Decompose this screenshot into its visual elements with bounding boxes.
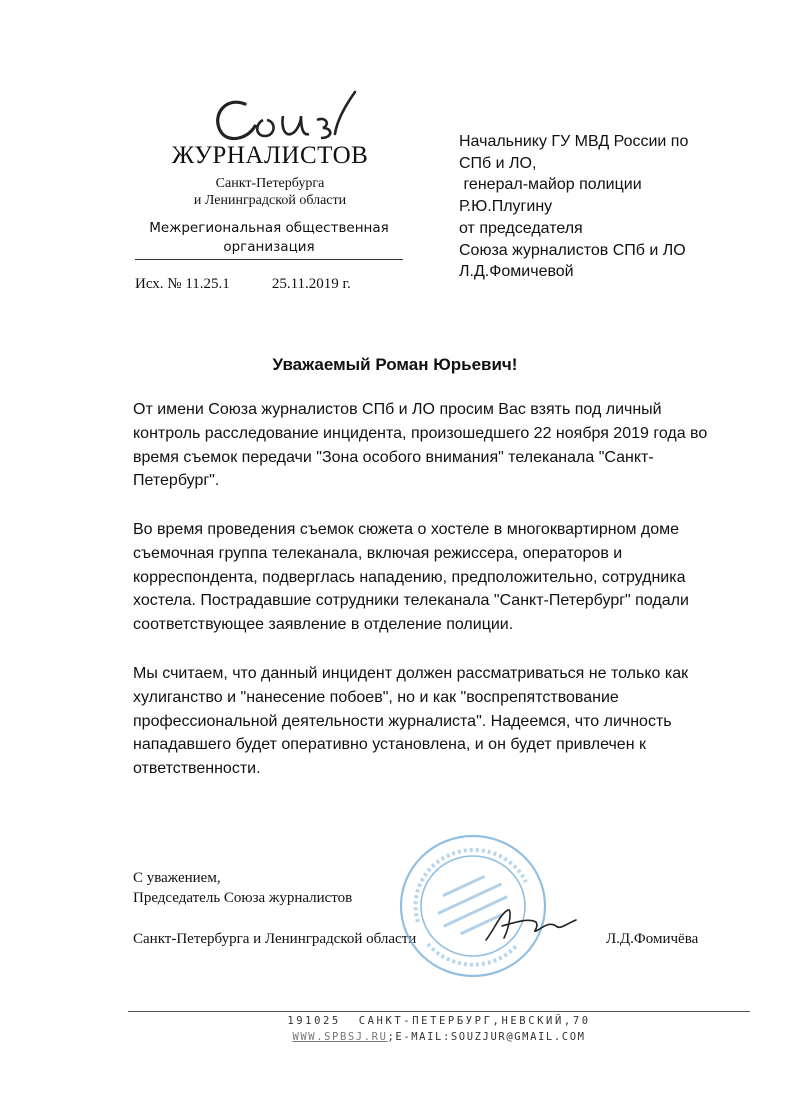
text-line: профессиональной деятельности журналиста". Надеемся, что личность [133, 712, 672, 730]
text-line: хулиганство и "нанесение побоев", но и как "воспрепятствование [133, 688, 619, 706]
org-region [170, 175, 370, 209]
addressee-line: СПб и ЛО, [459, 154, 537, 172]
text-line: съемочная группа телеканала, включая режиссера, операторов и [133, 544, 623, 562]
text-line: Во время проведения съемок сюжета о хостеле в многоквартирном доме [133, 521, 680, 538]
org-type-line-2: организация [223, 239, 315, 255]
letterhead-divider [135, 259, 403, 260]
handwritten-signature [480, 900, 580, 950]
paragraph-1 [133, 398, 733, 493]
signatory-name: Л.Д.Фомичёва [606, 931, 699, 947]
greeting: Уважаемый Роман Юрьевич! [272, 355, 518, 374]
text-line: От имени Союза журналистов СПб и ЛО просим Вас взять под личный [133, 401, 662, 418]
org-region-line-2: и Ленинградской области [193, 193, 347, 208]
text-line: время съемок передачи "Зона особого внимания" телеканала "Санкт- [133, 448, 654, 466]
org-name: ЖУРНАЛИСТОВ [171, 142, 369, 169]
text-line: ответственности. [133, 760, 261, 778]
closing-line: С уважением, [133, 870, 221, 886]
text-line: соответствующее заявление в отделение полиции. [133, 616, 514, 634]
footer-divider [128, 1011, 750, 1012]
email-text: ;E-MAIL:SOUZJUR@GMAIL.COM [387, 1031, 586, 1043]
closing [133, 868, 352, 908]
text-line: корреспондента, подверглась нападению, предположительно, сотрудника [133, 568, 686, 586]
addressee-line: Р.Ю.Плугину [459, 198, 553, 216]
ref-date: 25.11.2019 г. [271, 276, 351, 292]
addressee-block [459, 131, 759, 283]
footer-address: 191025 САНКТ-ПЕТЕРБУРГ,НЕВСКИЙ,70 [287, 1015, 591, 1027]
addressee-line: Союза журналистов СПб и ЛО [459, 241, 686, 259]
website-link[interactable]: WWW.SPBSJ.RU [292, 1031, 388, 1043]
ref-number: Исх. № 11.25.1 [135, 276, 230, 292]
addressee-line: от председателя [459, 219, 583, 237]
org-type-line-1: Межрегиональная общественная [149, 220, 389, 236]
addressee-line: Начальнику ГУ МВД России по [459, 133, 689, 150]
text-line: нападавшего будет оперативно установлена, и он будет привлечен к [133, 736, 646, 754]
logo-script [205, 86, 375, 146]
closing-line: Председатель Союза журналистов [133, 890, 353, 906]
text-line: хостела. Пострадавшие сотрудники телеканала "Санкт-Петербург" подали [133, 592, 689, 610]
signatory-org: Санкт-Петербурга и Ленинградской области [133, 931, 417, 947]
paragraph-3 [133, 662, 733, 781]
text-line: Петербург". [133, 472, 220, 490]
text-line: контроль расследование инцидента, произошедшего 22 ноября 2019 года во [133, 424, 708, 442]
text-line: Мы считаем, что данный инцидент должен рассматриваться не только как [133, 665, 689, 682]
footer-contacts [128, 1031, 750, 1043]
addressee-line: Л.Д.Фомичевой [459, 263, 574, 281]
org-region-line-1: Санкт-Петербурга [215, 176, 325, 191]
reference [135, 276, 351, 293]
paragraph-2 [133, 518, 733, 637]
addressee-line: генерал-майор полиции [459, 176, 642, 194]
org-type [135, 219, 403, 257]
